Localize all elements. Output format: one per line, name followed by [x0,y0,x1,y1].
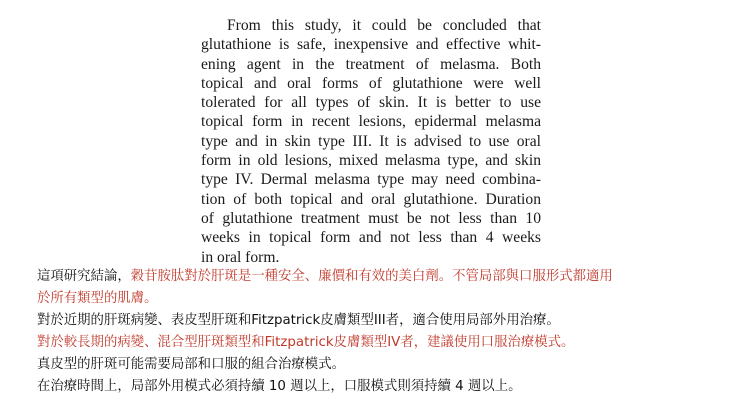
summary-highlight-text: 穀苷胺肽對於肝斑是一種安全、廉價和有效的美白劑。不管局部與口服形式都適用 [130,269,613,284]
excerpt-line: tolerated for all types of skin. It is better to use [201,94,541,112]
excerpt-line: topical and oral forms of glutathione were well [201,74,541,92]
summary-line-duration: 在治療時間上，局部外用模式必須持續 10 週以上，口服模式則須持續 4 週以上。 [37,379,522,394]
summary-line-topical: 對於近期的肝斑病變、表皮型肝斑和Fitzpatrick皮膚類型III者，適合使用局部外用治療。 [37,313,560,328]
summary-line-oral: 對於較長期的病變、混合型肝斑類型和Fitzpatrick皮膚類型IV者，建議使用口服治療模式。 [37,335,575,350]
excerpt-line: type IV. Dermal melasma type may need combina- [201,171,541,189]
chinese-summary [37,266,717,398]
excerpt-line: type and in skin type III. It is advised to use oral [201,132,541,150]
summary-line-combination: 真皮型的肝斑可能需要局部和口服的組合治療模式。 [37,357,345,372]
excerpt-line: in oral form. [201,248,280,266]
excerpt-line: weeks in topical form and not less than 4 weeks [201,229,541,247]
english-excerpt [201,16,541,267]
excerpt-line: glutathione is safe, inexpensive and effective whit- [201,36,541,54]
summary-line-conclusion [37,266,717,288]
excerpt-line: tion of both topical and oral glutathione. Duration [201,190,541,208]
excerpt-line: From this study, it could be concluded that [227,17,541,34]
excerpt-line: topical form in recent lesions, epidermal melasma [201,113,541,131]
excerpt-line: ening agent in the treatment of melasma. Both [201,55,541,73]
summary-lead-text: 這項研究結論， [37,269,131,284]
excerpt-line: of glutathione treatment must be not less than 10 [201,209,541,227]
excerpt-line: form in old lesions, mixed melasma type, and skin [201,152,541,170]
summary-line-skin-types: 於所有類型的肌膚。 [37,291,158,306]
